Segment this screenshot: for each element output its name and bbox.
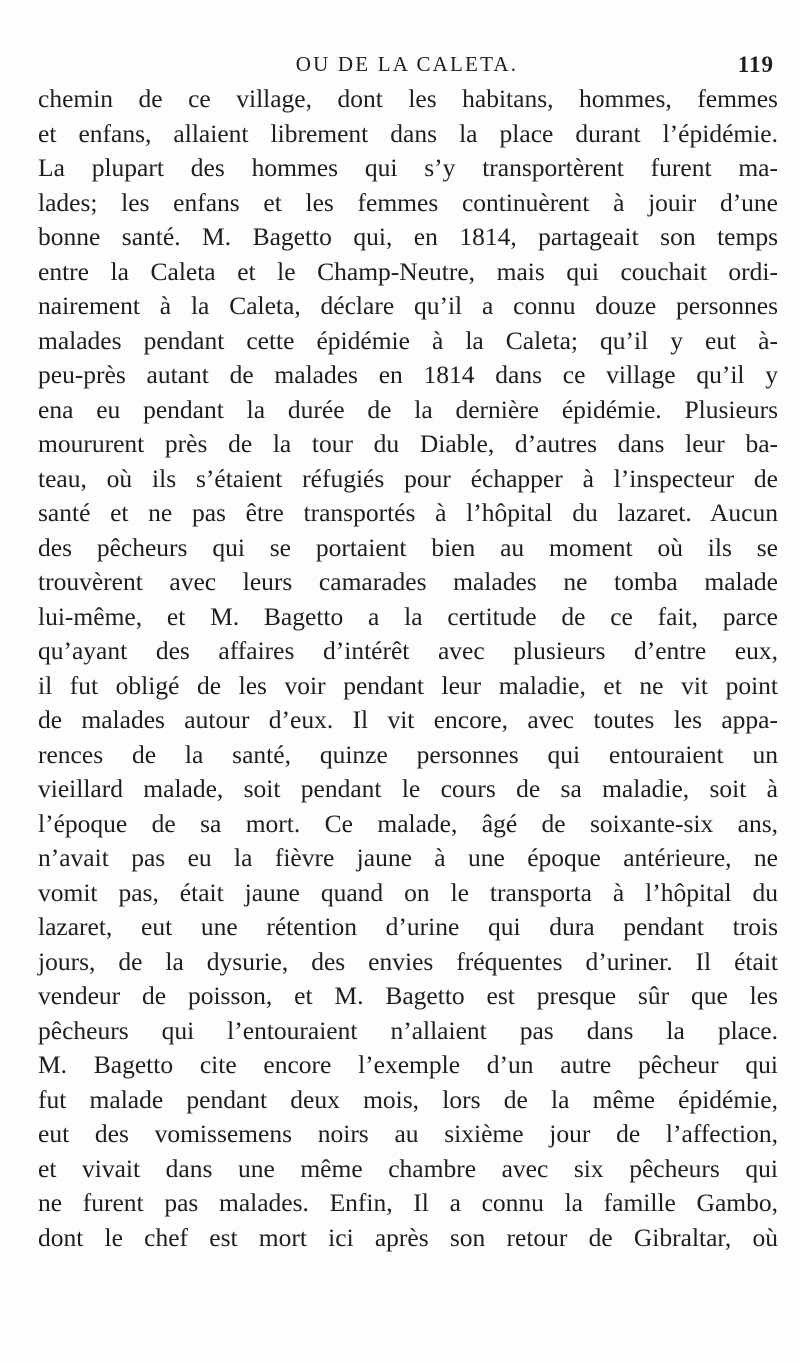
- text-line: peu-près autant de malades en 1814 dans ce village qu’il y: [38, 360, 778, 389]
- text-line: bonne santé. M. Bagetto qui, en 1814, partageait son temps: [38, 222, 778, 251]
- text-line: vendeur de poisson, et M. Bagetto est presque sûr que les: [38, 981, 778, 1010]
- text-line: M. Bagetto cite encore l’exemple d’un autre pêcheur qui: [38, 1050, 778, 1079]
- running-head: [40, 52, 774, 82]
- text-line: de malades autour d’eux. Il vit encore, avec toutes les appa-: [38, 705, 778, 734]
- page-number: 119: [737, 52, 774, 77]
- text-line: ne furent pas malades. Enfin, Il a connu la famille Gambo,: [38, 1188, 778, 1217]
- running-title: OU DE LA CALETA.: [295, 52, 519, 76]
- text-line: pêcheurs qui l’entouraient n’allaient pas dans la place.: [38, 1015, 778, 1045]
- text-line: dont le chef est mort ici après son retour de Gibraltar, où: [38, 1222, 778, 1252]
- text-line: il fut obligé de les voir pendant leur maladie, et ne vit point: [38, 670, 778, 700]
- body-paragraph: [38, 82, 778, 1255]
- text-line: des pêcheurs qui se portaient bien au moment où ils se: [38, 532, 778, 562]
- text-line: lades; les enfans et les femmes continuèrent à jouir d’une: [38, 187, 778, 217]
- text-line: qu’ayant des affaires d’intérêt avec plusieurs d’entre eux,: [38, 636, 778, 665]
- text-line: teau, où ils s’étaient réfugiés pour échapper à l’inspecteur de: [38, 463, 778, 493]
- text-line: et enfans, allaient librement dans la place durant l’épidémie.: [38, 118, 778, 148]
- text-line: chemin de ce village, dont les habitans, hommes, femmes: [38, 84, 778, 113]
- text-line: santé et ne pas être transportés à l’hôpital du lazaret. Aucun: [38, 498, 778, 527]
- text-line: et vivait dans une même chambre avec six pêcheurs qui: [38, 1153, 778, 1183]
- text-line: La plupart des hommes qui s’y transportèrent furent ma-: [38, 153, 778, 182]
- text-line: vieillard malade, soit pendant le cours de sa maladie, soit à: [38, 774, 778, 803]
- text-line: fut malade pendant deux mois, lors de la même épidémie,: [38, 1084, 778, 1114]
- text-line: moururent près de la tour du Diable, d’autres dans leur ba-: [38, 429, 778, 458]
- text-line: trouvèrent avec leurs camarades malades ne tomba malade: [38, 567, 778, 596]
- text-line: malades pendant cette épidémie à la Caleta; qu’il y eut à-: [38, 325, 778, 355]
- text-line: lazaret, eut une rétention d’urine qui dura pendant trois: [38, 912, 778, 941]
- text-line: nairement à la Caleta, déclare qu’il a connu douze personnes: [38, 291, 778, 320]
- text-line: jours, de la dysurie, des envies fréquentes d’uriner. Il était: [38, 946, 778, 976]
- text-line: rences de la santé, quinze personnes qui entouraient un: [38, 739, 778, 769]
- text-line: eut des vomissemens noirs au sixième jour de l’affection,: [38, 1119, 778, 1148]
- text-line: l’époque de sa mort. Ce malade, âgé de soixante-six ans,: [38, 808, 778, 838]
- text-line: n’avait pas eu la fièvre jaune à une époque antérieure, ne: [38, 843, 778, 872]
- text-line: ena eu pendant la durée de la dernière épidémie. Plusieurs: [38, 394, 778, 424]
- text-line: lui-même, et M. Bagetto a la certitude de ce fait, parce: [38, 601, 778, 631]
- text-line: entre la Caleta et le Champ-Neutre, mais qui couchait ordi-: [38, 256, 778, 286]
- text-line: vomit pas, était jaune quand on le transporta à l’hôpital du: [38, 877, 778, 907]
